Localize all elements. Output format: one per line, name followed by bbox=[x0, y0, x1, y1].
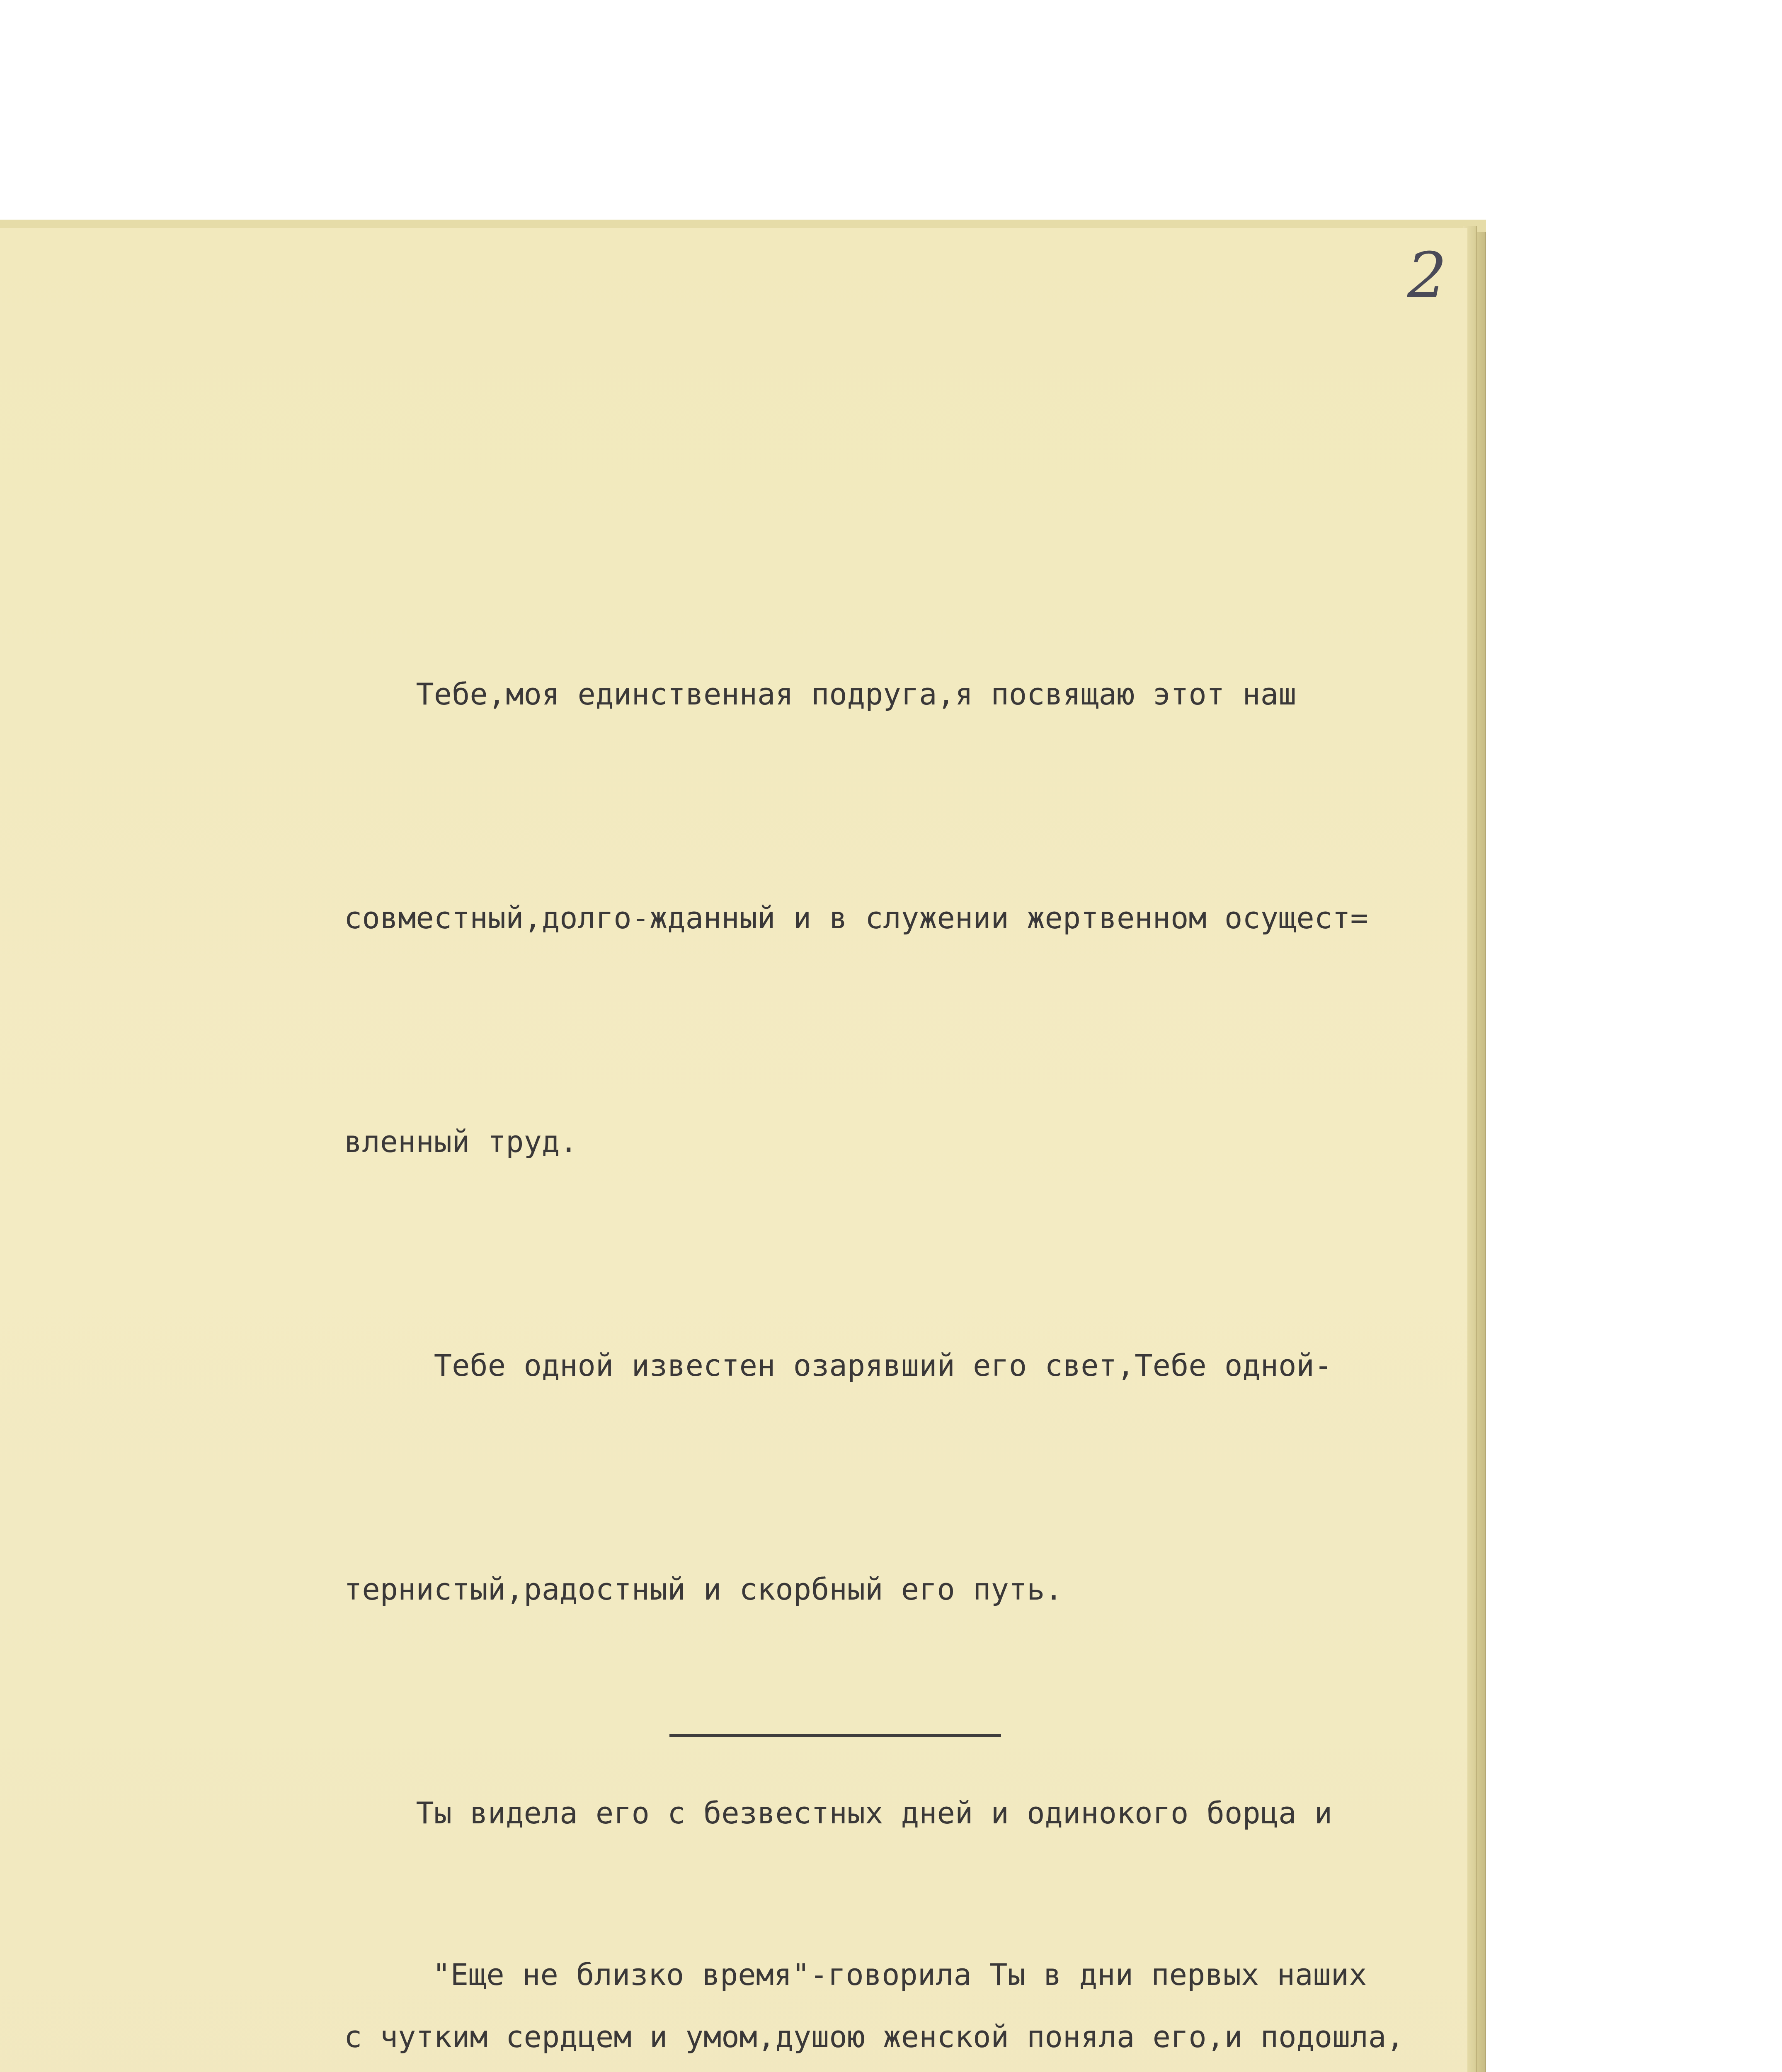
text-line: "Еще не близко время"-говорила Ты в дни первых наших bbox=[361, 1957, 1367, 1992]
text-line: Тебе,моя единственная подруга,я посвящаю этот наш bbox=[344, 677, 1297, 712]
text-line: совместный,долго-жданный и в служении жертвенном осущест= bbox=[344, 900, 1368, 935]
page-number: 2 bbox=[1407, 240, 1447, 312]
text-line: с чутким сердцем и умом,душою женской поняла его,и подошла, bbox=[344, 2019, 1404, 2054]
text-line: Ты видела его с безвестных дней и одинокого борца и bbox=[344, 1796, 1333, 1830]
text-line: Тебе одной известен озарявший его свет,Тебе одной- bbox=[344, 1348, 1333, 1383]
text-line: тернистый,радостный и скорбный его путь. bbox=[344, 1572, 1063, 1607]
text-line: вленный труд. bbox=[344, 1124, 578, 1159]
section-divider bbox=[669, 1734, 1001, 1737]
closing-text bbox=[361, 1788, 1480, 2072]
